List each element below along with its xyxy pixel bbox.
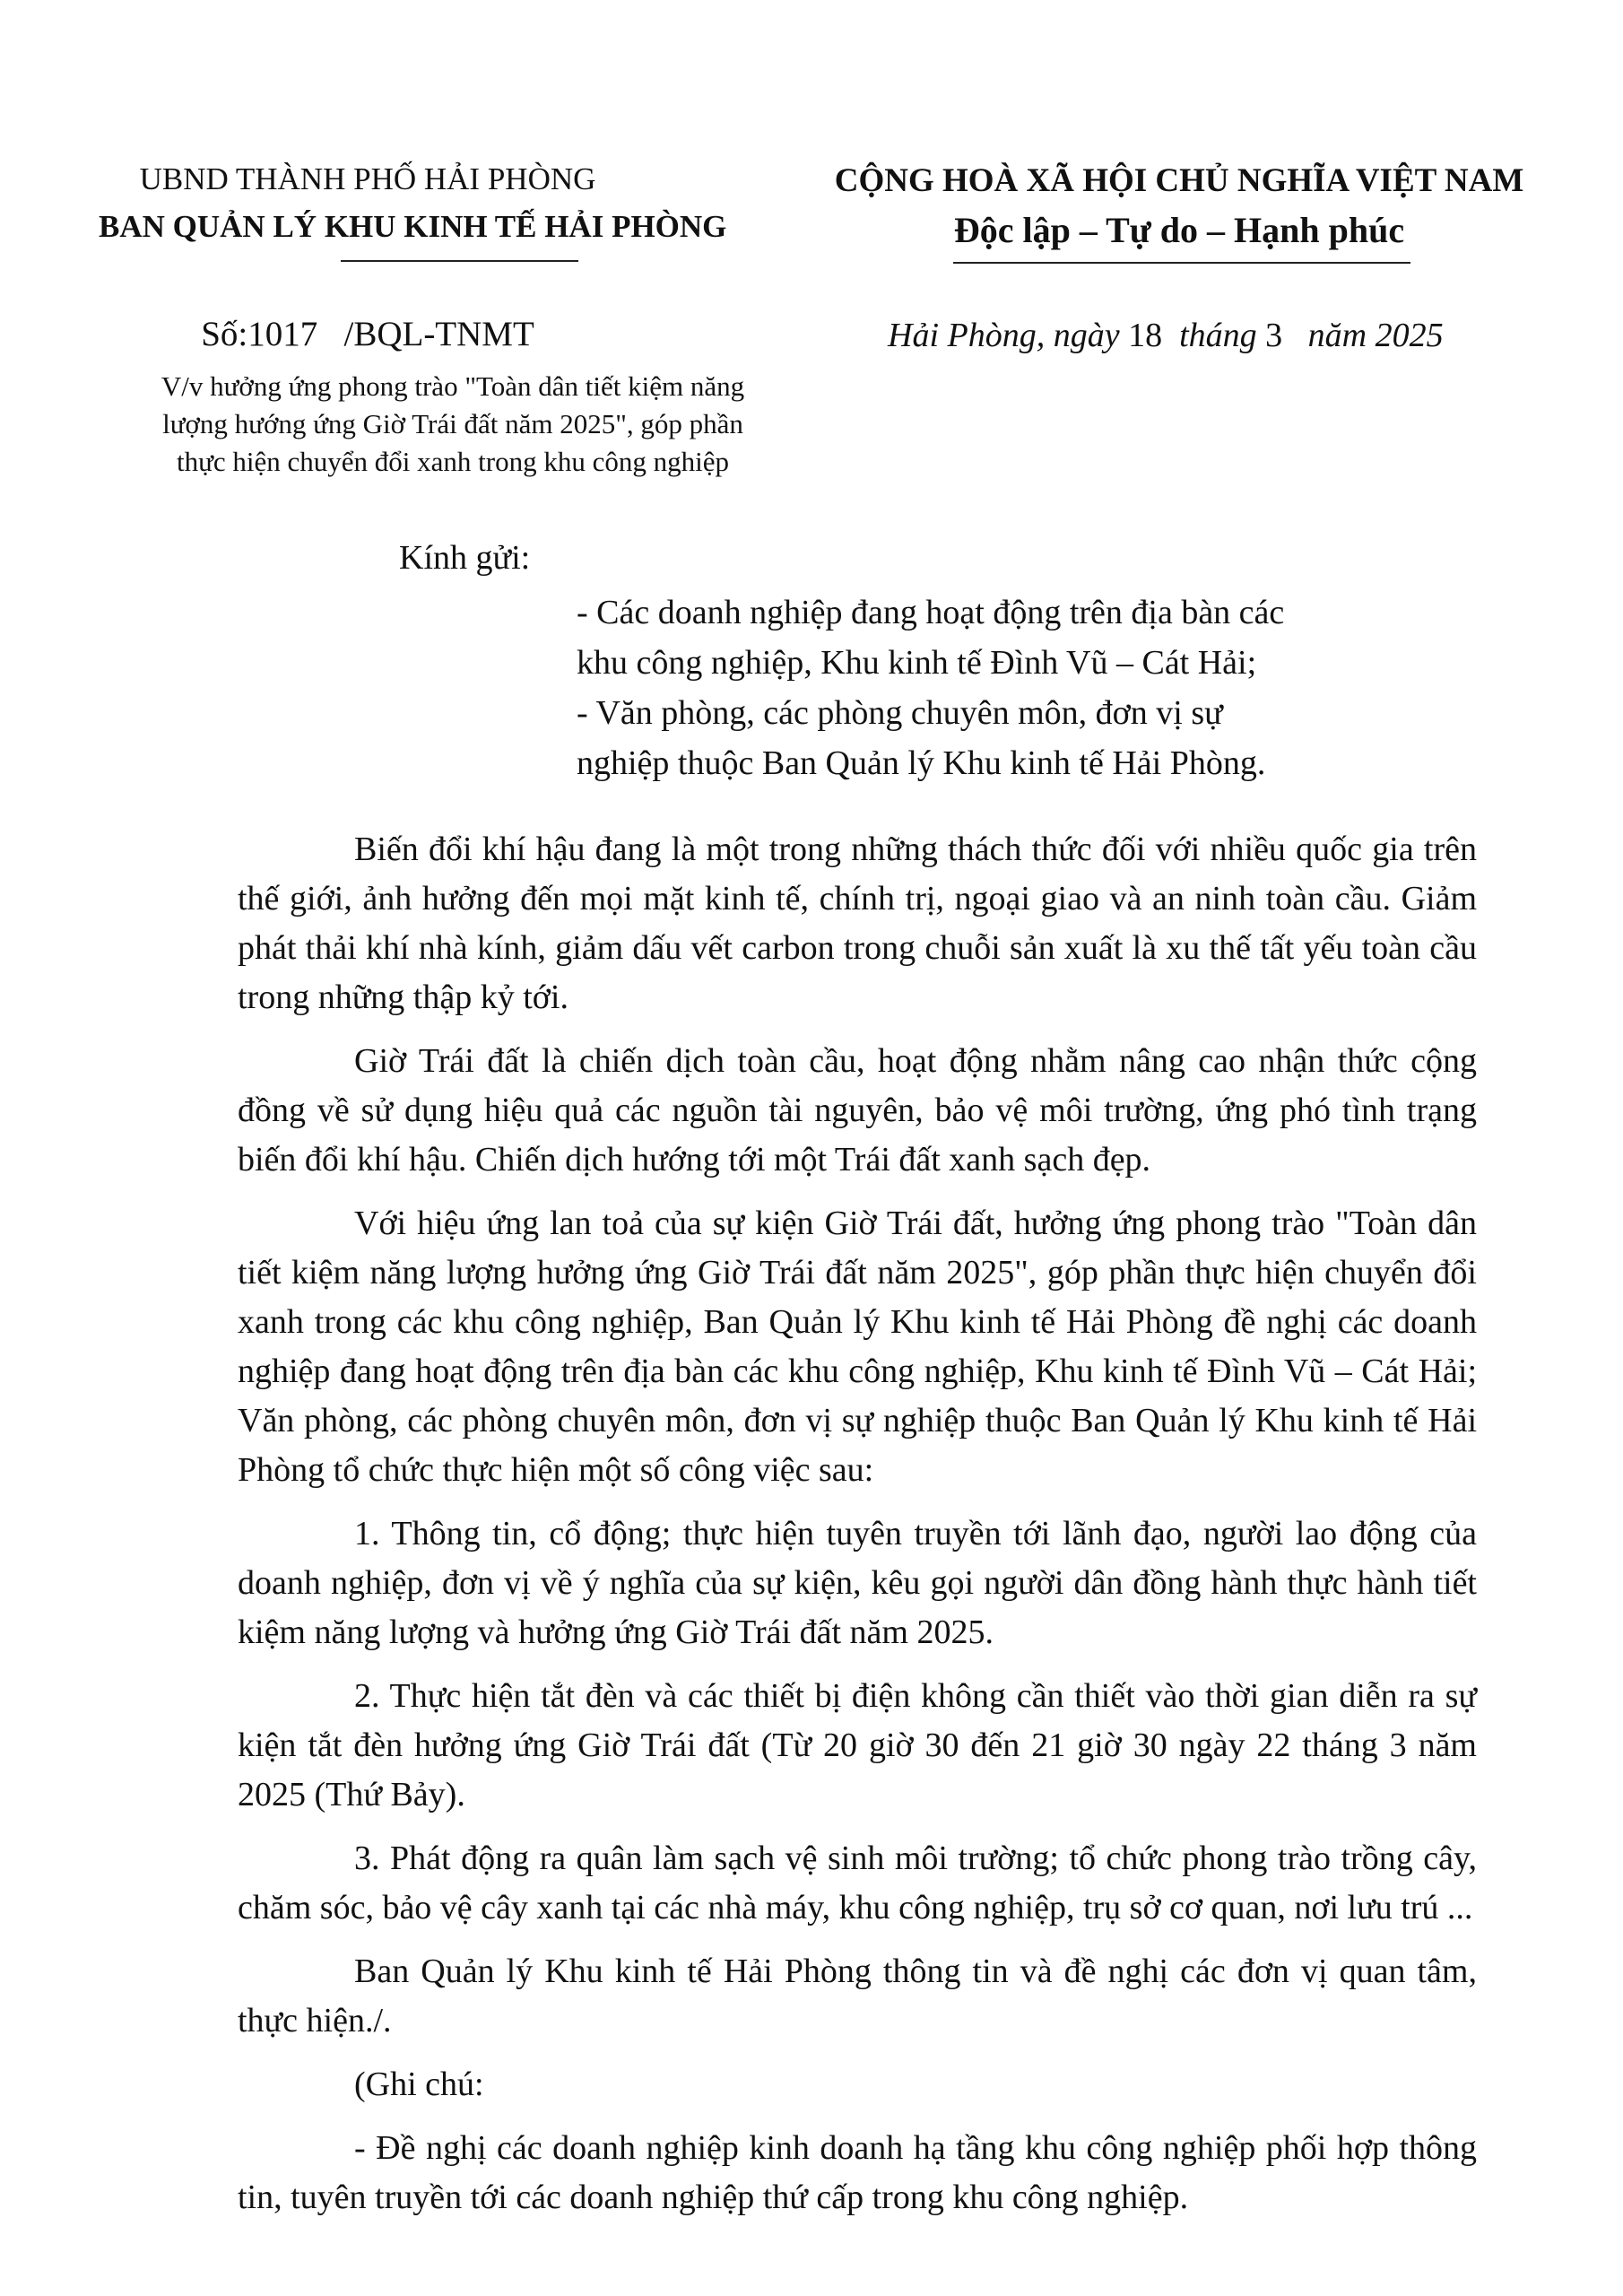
national-motto: Độc lập – Tự do – Hạnh phúc xyxy=(953,210,1405,250)
body-paragraph: Giờ Trái đất là chiến dịch toàn cầu, hoạt động nhằm nâng cao nhận thức cộng đồng về sử dụng hiệu quả các nguồn tài nguyên, bảo vệ môi trường, ứng phó tình trạng biến đổi khí hậu. Chiến dịch hướng tới một Trái đất xanh sạch đẹp. xyxy=(238,1042,1477,1178)
recipient-line: - Các doanh nghiệp đang hoạt động trên địa bàn các xyxy=(577,594,1285,631)
document-body xyxy=(238,825,1477,2237)
month-label: tháng xyxy=(1179,317,1257,354)
issuer-underline xyxy=(341,260,578,262)
body-paragraph: 2. Thực hiện tắt đèn và các thiết bị điện không cần thiết vào thời gian diễn ra sự kiện tắt đèn hưởng ứng Giờ Trái đất (Từ 20 giờ 30 đến 21 giờ 30 ngày 22 tháng 3 năm 2025 (Thứ Bảy). xyxy=(238,1677,1477,1813)
date-day: 18 xyxy=(1128,317,1163,354)
date-month: 3 xyxy=(1265,317,1283,354)
issuer-parent: UBND THÀNH PHỐ HẢI PHÒNG xyxy=(139,161,596,196)
body-paragraph: 3. Phát động ra quân làm sạch vệ sinh môi trường; tổ chức phong trào trồng cây, chăm sóc, bảo vệ cây xanh tại các nhà máy, khu công nghiệp, trụ sở cơ quan, nơi lưu trú ... xyxy=(238,1839,1477,1926)
doc-number-suffix: /BQL-TNMT xyxy=(343,315,534,353)
recipient-line: - Văn phòng, các phòng chuyên môn, đơn vị sự xyxy=(577,694,1223,732)
year-label: năm 2025 xyxy=(1307,317,1444,354)
subject-line: thực hiện chuyển đổi xanh trong khu công nghiệp xyxy=(176,446,729,477)
doc-number-prefix: Số: xyxy=(201,315,248,353)
motto-underline xyxy=(953,262,1410,264)
note-item: - Đề nghị các doanh nghiệp kinh doanh hạ tầng khu công nghiệp phối hợp thông tin, tuyên truyền tới các doanh nghiệp thứ cấp trong khu công nghiệp. xyxy=(238,2129,1477,2216)
recipient-item xyxy=(577,688,1491,788)
national-title: CỘNG HOÀ XÃ HỘI CHỦ NGHĨA VIỆT NAM xyxy=(834,162,1524,199)
note-heading: (Ghi chú: xyxy=(354,2066,484,2103)
recipients-label: Kính gửi: xyxy=(399,539,531,577)
body-paragraph: 1. Thông tin, cổ động; thực hiện tuyên truyền tới lãnh đạo, người lao động của doanh nghiệp, đơn vị về ý nghĩa của sự kiện, kêu gọi người dân đồng hành thực hành tiết kiệm năng lượng và hưởng ứng Giờ Trái đất năm 2025. xyxy=(238,1515,1477,1651)
subject-block xyxy=(85,368,820,481)
document-number xyxy=(99,314,637,354)
recipient-item xyxy=(577,587,1491,688)
subject-line: V/v hưởng ứng phong trào "Toàn dân tiết kiệm năng xyxy=(161,370,745,402)
place-date xyxy=(888,316,1515,355)
body-paragraph: Ban Quản lý Khu kinh tế Hải Phòng thông tin và đề nghị các đơn vị quan tâm, thực hiện./. xyxy=(238,1952,1477,2039)
subject-line: lượng hướng ứng Giờ Trái đất năm 2025", góp phần xyxy=(162,408,743,439)
recipient-line: nghiệp thuộc Ban Quản lý Khu kinh tế Hải Phòng. xyxy=(577,744,1266,782)
issuer-name: BAN QUẢN LÝ KHU KINH TẾ HẢI PHÒNG xyxy=(99,209,727,244)
doc-number-value: 1017 xyxy=(247,315,318,353)
body-paragraph: Biến đổi khí hậu đang là một trong những thách thức đối với nhiều quốc gia trên thế giới, ảnh hưởng đến mọi mặt kinh tế, chính trị, ngoại giao và an ninh toàn cầu. Giảm phát thải khí nhà kính, giảm dấu vết carbon trong chuỗi sản xuất là xu thế tất yếu toàn cầu trong những thập kỷ tới. xyxy=(238,831,1477,1016)
recipient-line: khu công nghiệp, Khu kinh tế Đình Vũ – Cát Hải; xyxy=(577,644,1257,682)
place-label: Hải Phòng, ngày xyxy=(888,317,1120,354)
body-paragraph: Với hiệu ứng lan toả của sự kiện Giờ Trái đất, hưởng ứng phong trào "Toàn dân tiết kiệm năng lượng hưởng ứng Giờ Trái đất năm 2025", góp phần thực hiện chuyển đổi xanh trong các khu công nghiệp, Ban Quản lý Khu kinh tế Hải Phòng đề nghị các doanh nghiệp đang hoạt động trên địa bàn các khu công nghiệp, Khu kinh tế Đình Vũ – Cát Hải; Văn phòng, các phòng chuyên môn, đơn vị sự nghiệp thuộc Ban Quản lý Khu kinh tế Hải Phòng tổ chức thực hiện một số công việc sau: xyxy=(238,1205,1477,1489)
